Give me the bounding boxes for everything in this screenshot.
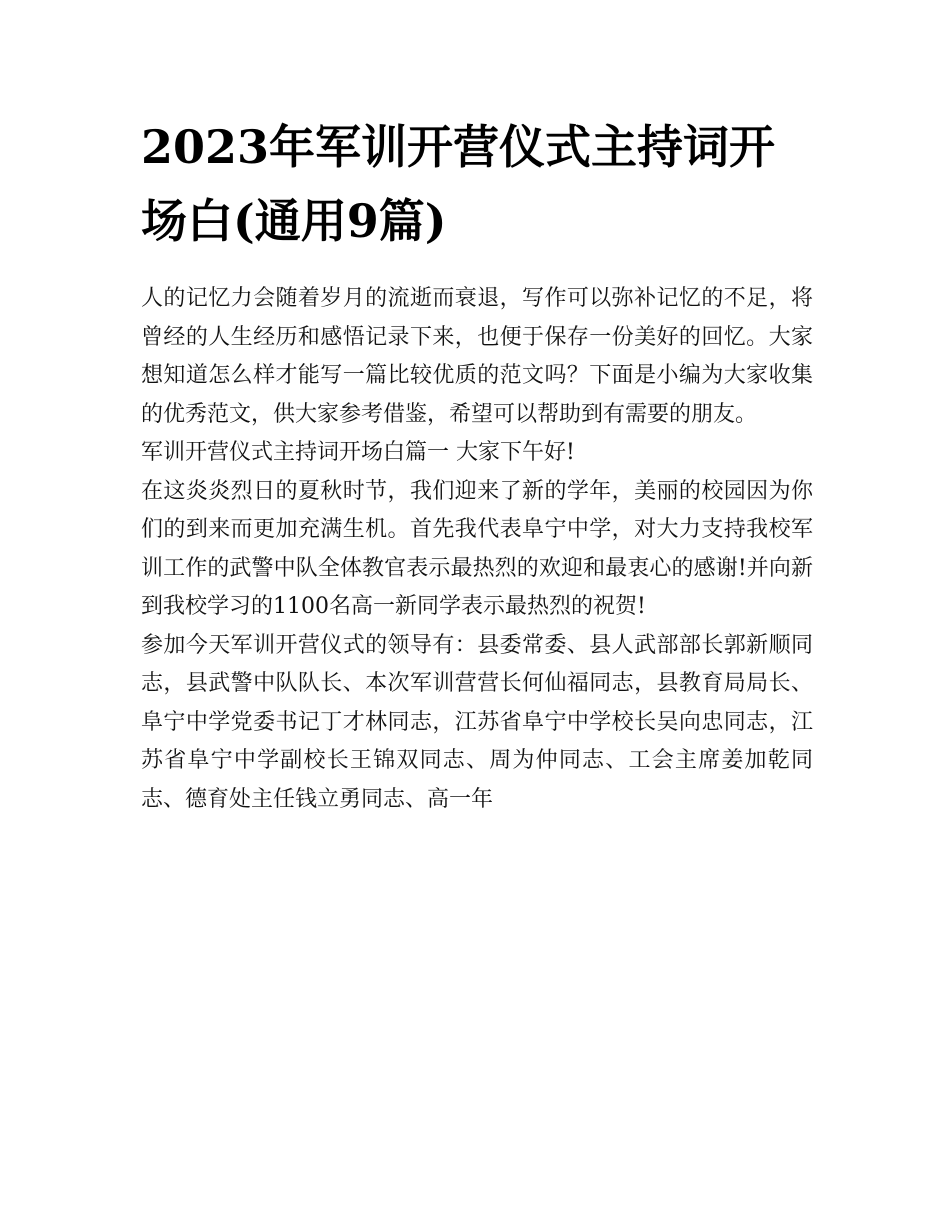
section-heading-paragraph: 军训开营仪式主持词开场白篇一 大家下午好! bbox=[141, 440, 575, 465]
attendees-paragraph: 参加今天军训开营仪式的领导有：县委常委、县人武部部长郭新顺同志，县武警中队队长、本次军训营营长何仙福同志，县教育局局长、阜宁中学党委书记丁才林同志，江苏省阜宁中学校长吴向忠同志，江苏省阜宁中学副校长王锦双同志、周为仲同志、工会主席姜加乾同志、德育处主任钱立勇同志、高一年 bbox=[141, 632, 813, 812]
document-body bbox=[141, 110, 813, 819]
document-title: 2023年军训开营仪式主持词开场白(通用9篇) bbox=[141, 120, 776, 248]
intro-paragraph: 人的记忆力会随着岁月的流逝而衰退，写作可以弥补记忆的不足，将曾经的人生经历和感悟记录下来，也便于保存一份美好的回忆。大家想知道怎么样才能写一篇比较优质的范文吗？下面是小编为大家收集的优秀范文，供大家参考借鉴，希望可以帮助到有需要的朋友。 bbox=[141, 286, 813, 427]
welcome-paragraph: 在这炎炎烈日的夏秋时节，我们迎来了新的学年，美丽的校园因为你们的到来而更加充满生机。首先我代表阜宁中学，对大力支持我校军训工作的武警中队全体教官表示最热烈的欢迎和最衷心的感谢!并向新到我校学习的1100名高一新同学表示最热烈的祝贺! bbox=[141, 478, 813, 619]
